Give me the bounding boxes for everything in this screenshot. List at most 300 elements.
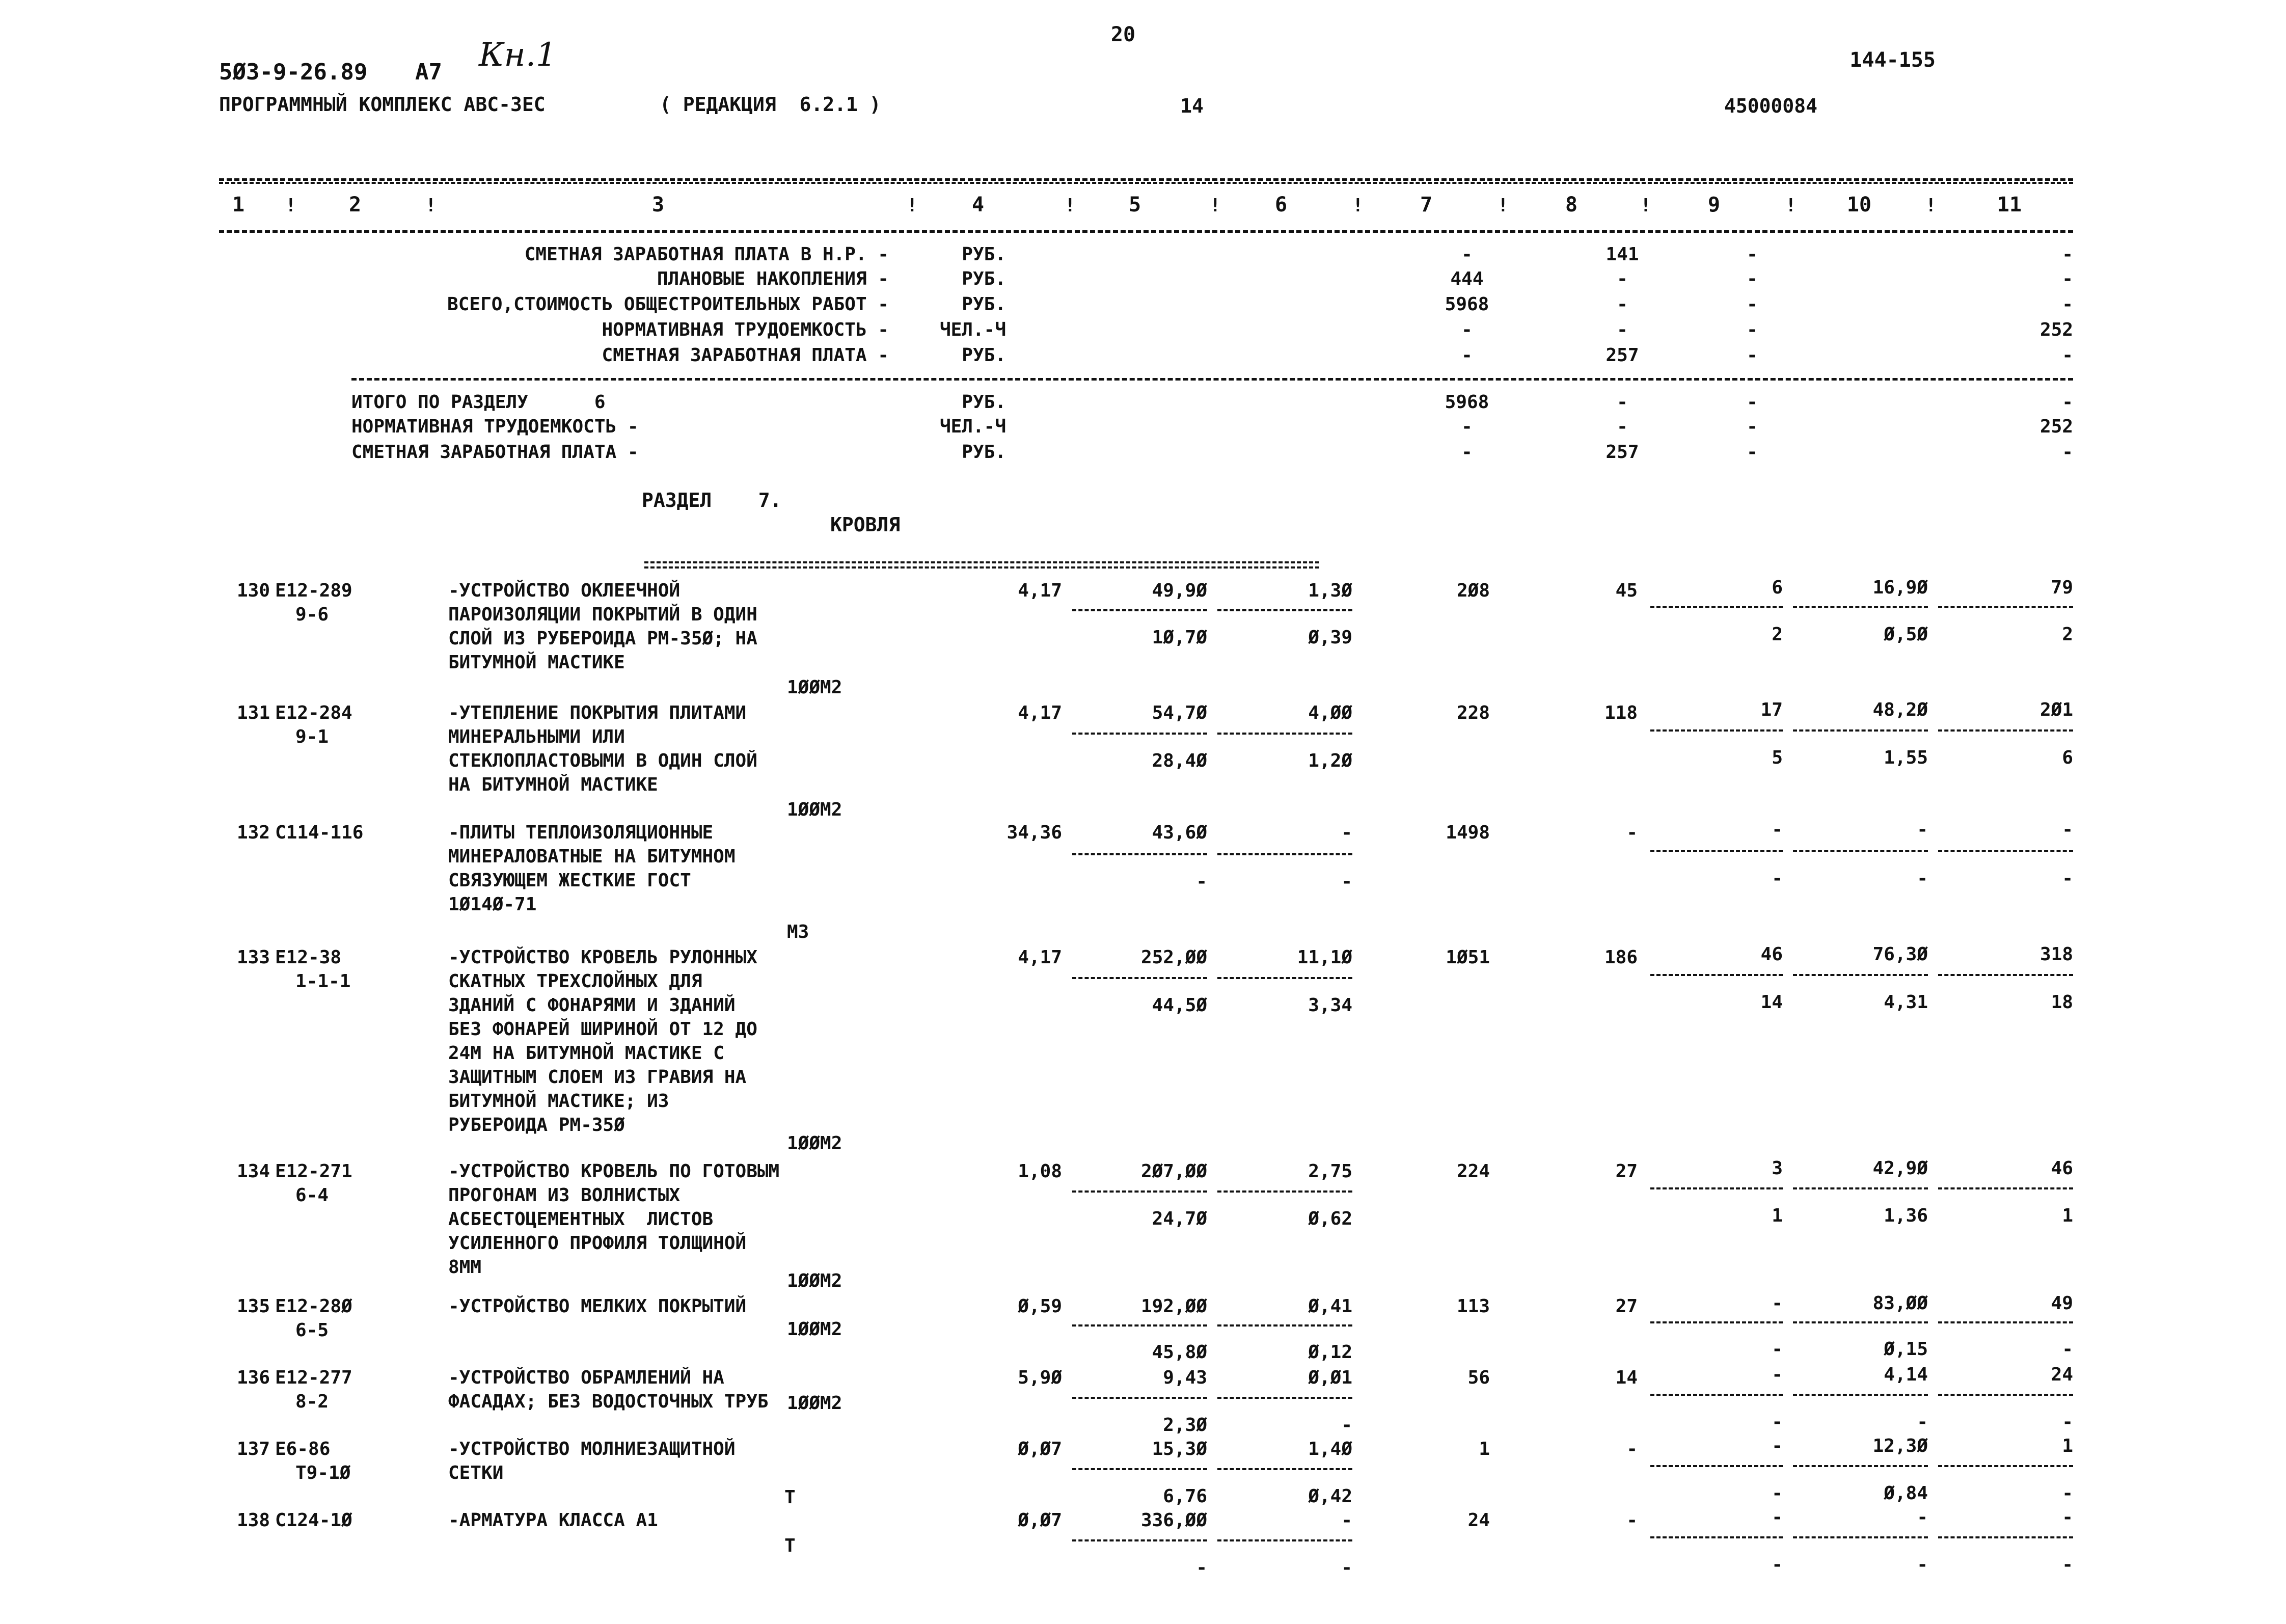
section-total-label: СМЕТНАЯ ЗАРАБОТНАЯ ПЛАТА - <box>351 442 639 463</box>
item-c10: 42,9Ø <box>1872 1158 1928 1179</box>
item-c9: 6 <box>1772 577 1783 598</box>
column-separator: ! <box>1925 195 1937 216</box>
summary-c7: - <box>1461 319 1473 340</box>
column-header-3: 3 <box>651 193 665 216</box>
item-price-wage: 4,ØØ <box>1308 702 1352 723</box>
doc-code: 5Ø3-9-26.89 <box>219 59 368 85</box>
item-unit: Т <box>784 1535 796 1556</box>
item-price-sub: 44,5Ø <box>1152 995 1207 1016</box>
cell-divider <box>1072 1539 1207 1541</box>
summary-c9: - <box>1747 268 1758 289</box>
item-c11-sub: 2 <box>2062 624 2073 645</box>
item-quantity: 34,36 <box>1006 822 1062 843</box>
program-name: ПРОГРАММНЫЙ КОМПЛЕКС АВС-3ЕС <box>219 93 546 116</box>
item-c11-sub: - <box>2062 868 2073 889</box>
cell-divider <box>1217 609 1352 611</box>
item-code: Е12-28Ø <box>275 1296 352 1317</box>
item-price-sub: - <box>1196 871 1207 892</box>
item-quantity: 4,17 <box>1018 947 1062 968</box>
item-price-sub: 1Ø,7Ø <box>1152 627 1207 648</box>
column-header-1: 1 <box>232 193 245 216</box>
cell-divider <box>1072 733 1207 735</box>
item-code-sub: 1-1-1 <box>295 971 351 992</box>
cell-divider <box>1072 1468 1207 1470</box>
cell-divider <box>1938 1465 2073 1467</box>
item-price-wage-sub: - <box>1341 1557 1352 1578</box>
item-price-wage-sub: Ø,39 <box>1308 627 1352 648</box>
item-total-wage: 27 <box>1615 1296 1638 1317</box>
item-c10: 4,14 <box>1884 1364 1928 1385</box>
item-price-wage-sub: 3,34 <box>1308 995 1352 1016</box>
item-price-sub: 24,7Ø <box>1152 1208 1207 1229</box>
cell-divider <box>1217 1190 1352 1193</box>
item-c11: 79 <box>2051 577 2073 598</box>
item-price-wage-sub: Ø,12 <box>1308 1342 1352 1363</box>
item-total-wage: - <box>1626 1510 1638 1531</box>
cell-divider <box>1650 1321 1783 1323</box>
item-c11: 24 <box>2051 1364 2073 1385</box>
section-total-c11: - <box>2062 442 2073 463</box>
item-number: 133 <box>237 947 270 968</box>
item-code: С114-116 <box>275 822 364 843</box>
edition: ( РЕДАКЦИЯ 6.2.1 ) <box>660 93 881 116</box>
item-unit: 1ØØМ2 <box>787 677 842 698</box>
item-price-wage: Ø,41 <box>1308 1296 1352 1317</box>
item-c10-sub: Ø,84 <box>1884 1483 1928 1504</box>
summary-c11: - <box>2062 294 2073 315</box>
item-description-line: 1Ø14Ø-71 <box>448 894 537 915</box>
summary-label: ПЛАНОВЫЕ НАКОПЛЕНИЯ - <box>657 268 889 289</box>
section-total-c9: - <box>1747 442 1758 463</box>
item-c9: - <box>1772 819 1783 840</box>
page-number: 20 <box>1110 23 1136 46</box>
item-quantity: 4,17 <box>1018 702 1062 723</box>
section-total-c11: - <box>2062 392 2073 413</box>
cell-divider <box>1217 853 1352 855</box>
item-total: 1498 <box>1446 822 1490 843</box>
item-number: 136 <box>237 1367 270 1388</box>
item-price: 336,ØØ <box>1140 1510 1207 1531</box>
item-description-line: БИТУМНОЙ МАСТИКЕ; ИЗ <box>448 1091 669 1112</box>
section-total-unit: РУБ. <box>962 392 1006 413</box>
item-description-line: -АРМАТУРА КЛАССА А1 <box>448 1510 658 1531</box>
column-separator: ! <box>1352 195 1364 216</box>
summary-c11: - <box>2062 345 2073 366</box>
cell-divider <box>1650 1465 1783 1467</box>
cell-divider <box>1938 729 2073 732</box>
item-quantity: Ø,59 <box>1018 1296 1062 1317</box>
item-total-wage: 118 <box>1604 702 1638 723</box>
cell-divider <box>1793 1536 1928 1538</box>
item-price-wage: - <box>1341 1510 1352 1531</box>
item-description-line: СКАТНЫХ ТРЕХСЛОЙНЫХ ДЛЯ <box>448 971 702 992</box>
section-title: КРОВЛЯ <box>830 513 901 536</box>
cell-divider <box>1072 1397 1207 1399</box>
summary-c9: - <box>1747 244 1758 265</box>
item-price: 54,7Ø <box>1152 702 1207 723</box>
cell-divider <box>1938 1321 2073 1323</box>
item-c10: 12,3Ø <box>1872 1436 1928 1456</box>
item-price-wage: 1,3Ø <box>1308 580 1352 601</box>
item-number: 137 <box>237 1439 270 1459</box>
item-c9-sub: 14 <box>1760 992 1783 1013</box>
column-separator: ! <box>907 195 918 216</box>
item-c9: - <box>1772 1364 1783 1385</box>
item-description-line: -УТЕПЛЕНИЕ ПОКРЫТИЯ ПЛИТАМИ <box>448 702 747 723</box>
item-number: 138 <box>237 1510 270 1531</box>
item-c9: - <box>1772 1436 1783 1456</box>
item-c11: 46 <box>2051 1158 2073 1179</box>
summary-unit: ЧЕЛ.-Ч <box>939 319 1006 340</box>
item-total-wage: 186 <box>1604 947 1638 968</box>
cell-divider <box>1938 606 2073 608</box>
cell-divider <box>1938 1536 2073 1538</box>
section-underline <box>644 561 1319 569</box>
item-description-line: СЕТКИ <box>448 1463 504 1483</box>
column-separator: ! <box>1210 195 1221 216</box>
summary-c7: 5968 <box>1445 294 1489 315</box>
item-description-line: СЛОЙ ИЗ РУБЕРОИДА РМ-35Ø; НА <box>448 628 757 649</box>
cell-divider <box>1217 1397 1352 1399</box>
cell-divider <box>1793 850 1928 852</box>
item-total: 24 <box>1467 1510 1490 1531</box>
item-description-line: -ПЛИТЫ ТЕПЛОИЗОЛЯЦИОННЫЕ <box>448 822 714 843</box>
item-c11: - <box>2062 819 2073 840</box>
item-price: 43,6Ø <box>1152 822 1207 843</box>
summary-c8: 257 <box>1605 345 1639 366</box>
handwritten-note: Кн.1 <box>479 36 557 74</box>
item-c10: 16,9Ø <box>1872 577 1928 598</box>
item-code: Е12-289 <box>275 580 352 601</box>
item-description-line: БИТУМНОЙ МАСТИКЕ <box>448 652 625 673</box>
item-total-wage: 27 <box>1615 1161 1638 1182</box>
item-price-wage-sub: - <box>1341 871 1352 892</box>
summary-c7: - <box>1461 345 1473 366</box>
cell-divider <box>1217 1324 1352 1327</box>
column-header-6: 6 <box>1274 193 1288 216</box>
cell-divider <box>1217 977 1352 979</box>
item-unit: 1ØØМ2 <box>787 799 842 820</box>
item-price: 252,ØØ <box>1140 947 1207 968</box>
item-c10: 48,2Ø <box>1872 699 1928 720</box>
cell-divider <box>1793 729 1928 732</box>
item-c9-sub: - <box>1772 1483 1783 1504</box>
program-code: 45000084 <box>1724 95 1818 117</box>
header-rule-bottom <box>219 230 2073 233</box>
cell-divider <box>1217 1468 1352 1470</box>
column-separator: ! <box>425 195 437 216</box>
item-c10-sub: Ø,15 <box>1884 1339 1928 1360</box>
item-c9-sub: - <box>1772 868 1783 889</box>
item-price-wage-sub: - <box>1341 1415 1352 1436</box>
column-separator: ! <box>1498 195 1509 216</box>
column-header-11: 11 <box>1997 193 2022 216</box>
item-description-line: АСБЕСТОЦЕМЕНТНЫХ ЛИСТОВ <box>448 1209 714 1230</box>
section-total-c7: - <box>1461 442 1473 463</box>
section-label: РАЗДЕЛ 7. <box>642 489 782 511</box>
item-c11-sub: 6 <box>2062 747 2073 768</box>
summary-unit: РУБ. <box>962 294 1006 315</box>
item-description-line: -УСТРОЙСТВО МЕЛКИХ ПОКРЫТИЙ <box>448 1296 747 1317</box>
item-description-line: РУБЕРОИДА РМ-35Ø <box>448 1115 625 1135</box>
item-price: 49,9Ø <box>1152 580 1207 601</box>
item-c9: - <box>1772 1507 1783 1528</box>
item-c9: 46 <box>1760 944 1783 965</box>
item-c10-sub: - <box>1917 1412 1928 1432</box>
item-c11-sub: - <box>2062 1483 2073 1504</box>
item-c10-sub: - <box>1917 1554 1928 1575</box>
item-c9-sub: 2 <box>1772 624 1783 645</box>
column-header-4: 4 <box>971 193 985 216</box>
item-total: 224 <box>1456 1161 1490 1182</box>
item-code: Е12-38 <box>275 947 342 968</box>
column-separator: ! <box>1065 195 1076 216</box>
column-header-10: 10 <box>1846 193 1872 216</box>
item-description-line: 24М НА БИТУМНОЙ МАСТИКЕ С <box>448 1043 724 1064</box>
column-separator: ! <box>1785 195 1797 216</box>
item-code-sub: 6-4 <box>295 1185 329 1206</box>
cell-divider <box>1072 853 1207 855</box>
sheet-label: А7 <box>415 59 442 85</box>
summary-c7: 444 <box>1450 268 1484 289</box>
cell-divider <box>1938 1187 2073 1189</box>
summary-c8: 141 <box>1605 244 1639 265</box>
item-c10-sub: 4,31 <box>1884 992 1928 1013</box>
item-price-sub: 6,76 <box>1163 1486 1207 1507</box>
cell-divider <box>1072 1324 1207 1327</box>
column-header-7: 7 <box>1420 193 1433 216</box>
item-quantity: 1,08 <box>1018 1161 1062 1182</box>
cell-divider <box>1217 1539 1352 1541</box>
item-price: 9,43 <box>1163 1367 1207 1388</box>
summary-c11: 252 <box>2039 319 2073 340</box>
cell-divider <box>1938 974 2073 976</box>
item-code: Е12-284 <box>275 702 352 723</box>
item-description-line: НА БИТУМНОЙ МАСТИКЕ <box>448 774 658 795</box>
item-code: Е12-271 <box>275 1161 352 1182</box>
section-total-c7: - <box>1461 416 1473 437</box>
summary-c8: - <box>1617 294 1628 315</box>
header-rule-top-2 <box>219 182 2073 184</box>
item-price-sub: 28,4Ø <box>1152 750 1207 771</box>
item-description-line: -УСТРОЙСТВО КРОВЕЛЬ ПО ГОТОВЫМ <box>448 1161 780 1182</box>
item-unit: 1ØØМ2 <box>787 1270 842 1291</box>
item-price-wage: - <box>1341 822 1352 843</box>
item-description-line: ПРОГОНАМ ИЗ ВОЛНИСТЫХ <box>448 1185 681 1206</box>
section-total-c9: - <box>1747 392 1758 413</box>
item-description-line: МИНЕРАЛЬНЫМИ ИЛИ <box>448 726 625 747</box>
item-price-sub: - <box>1196 1557 1207 1578</box>
item-total-wage: 14 <box>1615 1367 1638 1388</box>
cell-divider <box>1217 733 1352 735</box>
section-total-c8: - <box>1617 392 1628 413</box>
section-total-unit: РУБ. <box>962 442 1006 463</box>
item-total-wage: 45 <box>1615 580 1638 601</box>
summary-c9: - <box>1747 294 1758 315</box>
item-c9-sub: 5 <box>1772 747 1783 768</box>
cell-divider <box>1650 1536 1783 1538</box>
section-total-label: ИТОГО ПО РАЗДЕЛУ 6 <box>351 392 606 413</box>
item-quantity: Ø,Ø7 <box>1018 1439 1062 1459</box>
summary-label: СМЕТНАЯ ЗАРАБОТНАЯ ПЛАТА - <box>602 345 889 366</box>
item-c11: - <box>2062 1507 2073 1528</box>
section-total-rule <box>351 378 2073 381</box>
item-price-wage-sub: 1,2Ø <box>1308 750 1352 771</box>
section-total-c8: 257 <box>1605 442 1639 463</box>
section-total-c8: - <box>1617 416 1628 437</box>
sheet-number: 14 <box>1180 95 1204 117</box>
item-description-line: УСИЛЕННОГО ПРОФИЛЯ ТОЛЩИНОЙ <box>448 1233 747 1254</box>
cell-divider <box>1650 729 1783 732</box>
item-total: 1 <box>1479 1439 1490 1459</box>
section-total-c9: - <box>1747 416 1758 437</box>
summary-label: НОРМАТИВНАЯ ТРУДОЕМКОСТЬ - <box>602 319 889 340</box>
cell-divider <box>1650 606 1783 608</box>
summary-label: ВСЕГО,СТОИМОСТЬ ОБЩЕСТРОИТЕЛЬНЫХ РАБОТ - <box>447 294 889 315</box>
item-description-line: СВЯЗУЮЩЕМ ЖЕСТКИЕ ГОСТ <box>448 870 691 891</box>
cell-divider <box>1650 1187 1783 1189</box>
item-description-line: -УСТРОЙСТВО КРОВЕЛЬ РУЛОННЫХ <box>448 947 757 968</box>
item-quantity: 5,9Ø <box>1018 1367 1062 1388</box>
item-price-wage: 11,1Ø <box>1297 947 1352 968</box>
item-description-line: 8ММ <box>448 1257 482 1278</box>
cell-divider <box>1793 1465 1928 1467</box>
item-unit: 1ØØМ2 <box>787 1133 842 1154</box>
summary-c11: - <box>2062 268 2073 289</box>
item-quantity: Ø,Ø7 <box>1018 1510 1062 1531</box>
item-c10: 76,3Ø <box>1872 944 1928 965</box>
column-header-2: 2 <box>348 193 362 216</box>
item-c11: 1 <box>2062 1436 2073 1456</box>
item-total: 228 <box>1456 702 1490 723</box>
item-c11-sub: 1 <box>2062 1205 2073 1226</box>
summary-unit: РУБ. <box>962 345 1006 366</box>
item-c11: 2Ø1 <box>2039 699 2073 720</box>
item-description-line: -УСТРОЙСТВО ОБРАМЛЕНИЙ НА <box>448 1367 724 1388</box>
item-c9-sub: - <box>1772 1412 1783 1432</box>
cell-divider <box>1793 1187 1928 1189</box>
item-number: 135 <box>237 1296 270 1317</box>
cell-divider <box>1793 606 1928 608</box>
cell-divider <box>1072 1190 1207 1193</box>
cell-divider <box>1938 850 2073 852</box>
item-total: 113 <box>1456 1296 1490 1317</box>
item-price-wage: 2,75 <box>1308 1161 1352 1182</box>
summary-unit: РУБ. <box>962 268 1006 289</box>
item-c11: 49 <box>2051 1293 2073 1314</box>
item-code: Е12-277 <box>275 1367 352 1388</box>
item-description-line: БЕЗ ФОНАРЕЙ ШИРИНОЙ ОТ 12 ДО <box>448 1019 757 1040</box>
item-c11-sub: - <box>2062 1412 2073 1432</box>
cell-divider <box>1793 974 1928 976</box>
item-price: 192,ØØ <box>1140 1296 1207 1317</box>
item-number: 130 <box>237 580 270 601</box>
item-unit: 1ØØМ2 <box>787 1393 842 1414</box>
summary-c11: - <box>2062 244 2073 265</box>
item-total-wage: - <box>1626 822 1638 843</box>
item-code-sub: 6-5 <box>295 1320 329 1341</box>
item-c10-sub: 1,36 <box>1884 1205 1928 1226</box>
summary-label: СМЕТНАЯ ЗАРАБОТНАЯ ПЛАТА В Н.Р. - <box>524 244 889 265</box>
item-price: 15,3Ø <box>1152 1439 1207 1459</box>
item-c9-sub: 1 <box>1772 1205 1783 1226</box>
summary-unit: РУБ. <box>962 244 1006 265</box>
column-header-5: 5 <box>1128 193 1141 216</box>
item-c9-sub: - <box>1772 1554 1783 1575</box>
item-description-line: ПАРОИЗОЛЯЦИИ ПОКРЫТИЙ В ОДИН <box>448 604 757 625</box>
item-number: 134 <box>237 1161 270 1182</box>
column-separator: ! <box>285 195 296 216</box>
column-header-9: 9 <box>1707 193 1721 216</box>
summary-c7: - <box>1461 244 1473 265</box>
item-description-line: -УСТРОЙСТВО МОЛНИЕЗАЩИТНОЙ <box>448 1439 736 1459</box>
item-c9: 17 <box>1760 699 1783 720</box>
item-c10-sub: - <box>1917 868 1928 889</box>
summary-c8: - <box>1617 268 1628 289</box>
cell-divider <box>1650 850 1783 852</box>
summary-c9: - <box>1747 345 1758 366</box>
item-code-sub: 9-6 <box>295 604 329 625</box>
section-total-label: НОРМАТИВНАЯ ТРУДОЕМКОСТЬ - <box>351 416 639 437</box>
column-separator: ! <box>1640 195 1651 216</box>
section-total-c7: 5968 <box>1445 392 1489 413</box>
section-total-c11: 252 <box>2039 416 2073 437</box>
item-code: С124-1Ø <box>275 1510 352 1531</box>
item-c11-sub: - <box>2062 1339 2073 1360</box>
item-description-line: СТЕКЛОПЛАСТОВЫМИ В ОДИН СЛОЙ <box>448 750 757 771</box>
item-c11-sub: - <box>2062 1554 2073 1575</box>
item-code-sub: 8-2 <box>295 1391 329 1412</box>
item-c10-sub: Ø,5Ø <box>1884 624 1928 645</box>
item-c10-sub: 1,55 <box>1884 747 1928 768</box>
item-price: 2Ø7,ØØ <box>1140 1161 1207 1182</box>
item-price-wage: Ø,Ø1 <box>1308 1367 1352 1388</box>
item-description-line: ЗДАНИЙ С ФОНАРЯМИ И ЗДАНИЙ <box>448 995 736 1016</box>
cell-divider <box>1650 1394 1783 1396</box>
cell-divider <box>1938 1394 2073 1396</box>
item-code-sub: 9-1 <box>295 726 329 747</box>
item-number: 131 <box>237 702 270 723</box>
item-c11: 318 <box>2039 944 2073 965</box>
item-total: 56 <box>1467 1367 1490 1388</box>
item-unit: 1ØØМ2 <box>787 1319 842 1340</box>
item-unit: Т <box>784 1487 796 1508</box>
cell-divider <box>1650 974 1783 976</box>
item-price-wage: 1,4Ø <box>1308 1439 1352 1459</box>
cell-divider <box>1072 977 1207 979</box>
item-code: Е6-86 <box>275 1439 331 1459</box>
item-total: 1Ø51 <box>1446 947 1490 968</box>
summary-c8: - <box>1617 319 1628 340</box>
item-unit: М3 <box>787 922 809 942</box>
item-price-wage-sub: Ø,42 <box>1308 1486 1352 1507</box>
item-code-sub: Т9-1Ø <box>295 1463 351 1483</box>
item-price-sub: 45,8Ø <box>1152 1342 1207 1363</box>
item-total-wage: - <box>1626 1439 1638 1459</box>
item-c9: 3 <box>1772 1158 1783 1179</box>
page-range: 144-155 <box>1849 48 1936 72</box>
cell-divider <box>1793 1321 1928 1323</box>
column-header-8: 8 <box>1565 193 1578 216</box>
item-c10: - <box>1917 1507 1928 1528</box>
header-rule-top <box>219 178 2073 181</box>
section-total-unit: ЧЕЛ.-Ч <box>939 416 1006 437</box>
item-description-line: ЗАЩИТНЫМ СЛОЕМ ИЗ ГРАВИЯ НА <box>448 1067 747 1088</box>
cell-divider <box>1793 1394 1928 1396</box>
item-c10: - <box>1917 819 1928 840</box>
item-c9-sub: - <box>1772 1339 1783 1360</box>
item-description-line: -УСТРОЙСТВО ОКЛЕЕЧНОЙ <box>448 580 681 601</box>
